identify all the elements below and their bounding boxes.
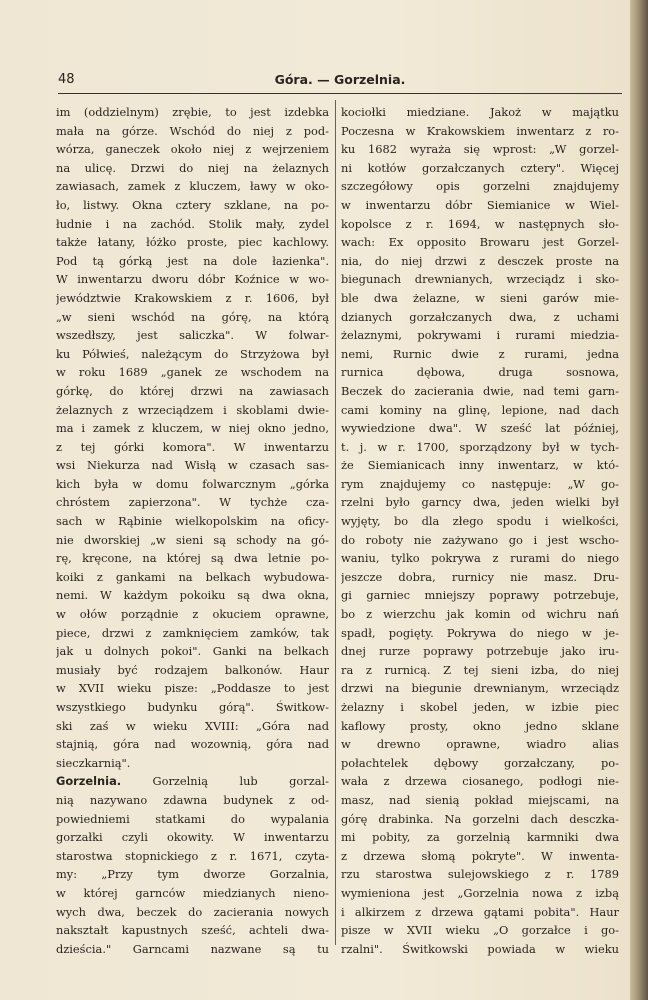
text-line: kopolsce z r. 1694, w następnych sło-	[341, 216, 619, 231]
text-line: wych dwa, beczek do zacierania nowych	[56, 904, 329, 919]
text-line: cami kominy na glinę, lepione, nad dach	[341, 402, 619, 417]
entry-heading: Gorzelnia.	[56, 774, 122, 789]
text-line: połachtelek dębowy gorzałczany, po-	[341, 755, 619, 770]
text-line: ra z rurnicą. Z tej sieni izba, do niej	[341, 662, 619, 677]
text-line: ku 1682 wyraża się wprost: „W gorzel-	[341, 142, 619, 157]
text-line: spadł, pogięty. Pokrywa do niego w je-	[341, 625, 619, 640]
text-line: wórza, ganeczek około niej z wejrzeniem	[56, 142, 329, 157]
text-line: rzelni było garncy dwa, jeden wielki był	[341, 495, 619, 510]
text-line: w drewno oprawne, wiadro alias	[341, 737, 619, 752]
text-line: nakształt kapustnych sześć, achteli dwa-	[56, 923, 329, 938]
text-line: żelazny i skobel jeden, w izbie piec	[341, 700, 619, 714]
left-column	[56, 103, 329, 956]
text-line: górkę, do której drzwi na zawiasach	[56, 383, 329, 398]
text-line: wała z drzewa ciosanego, podłogi nie-	[341, 774, 619, 789]
text-line: „w sieni wschód na górę, na którą	[56, 309, 329, 324]
text-line: kich była w domu folwarcznym „górka	[56, 476, 329, 491]
text-line: starostwa stopnickiego z r. 1671, czyta-	[56, 848, 329, 863]
text-line: koiki z gankami na belkach wybudowa-	[56, 569, 329, 584]
text-line: wszedłszy, jest saliczka". W folwar-	[56, 328, 329, 343]
text-line: ma i zamek z kluczem, w niej okno jedno,	[56, 421, 329, 436]
running-title: Góra. — Gorzelnia.	[274, 72, 406, 87]
text-line: szczegółowy opis gorzelni znajdujemy	[341, 179, 619, 194]
text-line: Pod tą górką jest na dole łazienka".	[56, 253, 329, 268]
text-line: powiedniemi statkami do wypalania	[56, 811, 329, 826]
text-line: pisze w XVII wieku „O gorzałce i go-	[341, 923, 619, 938]
text-line: dzieścia." Garncami nazwane są tu	[56, 941, 329, 956]
text-line: żelaznych z wrzeciądzem i skoblami dwie-	[56, 402, 329, 417]
text-line: kociołki miedziane. Jakoż w majątku	[341, 105, 619, 119]
text-line: jeszcze dobra, rurnicy nie masz. Dru-	[341, 569, 619, 584]
text-line: bo z wierzchu jak komin od wichru nań	[341, 607, 619, 622]
text-line: w roku 1689 „ganek ze wschodem na	[56, 365, 329, 380]
text-line: w inwentarzu dóbr Siemianice w Wiel-	[341, 197, 619, 212]
text-line: piece, drzwi z zamknięciem zamków, tak	[56, 625, 329, 640]
text-line: z tej górki komora". W inwentarzu	[56, 439, 329, 454]
text-line: Beczek do zacierania dwie, nad temi garn-	[341, 383, 619, 398]
text-line: wymieniona jest „Gorzelnia nowa z izbą	[341, 885, 619, 900]
text-line: wach: Ex opposito Browaru jest Gorzel-	[341, 235, 619, 250]
text-line: rym znajdujemy co następuje: „W go-	[341, 476, 619, 491]
text-line: dnej rurze poprawy potrzebuje jako iru-	[341, 644, 619, 659]
text-line: biegunach drewnianych, wrzeciądz i sko-	[341, 272, 619, 287]
right-column	[341, 103, 619, 956]
text-line: górę drabinka. Na gorzelni dach desczka-	[341, 811, 619, 826]
text-line: rzu starostwa sulejowskiego z r. 1789	[341, 867, 619, 882]
text-line: rzalni". Świtkowski powiada w wieku	[341, 941, 619, 956]
text-line: nemi, Rurnic dwie z rurami, jedna	[341, 346, 619, 361]
text-line: zawiasach, zamek z kluczem, ławy w oko-	[56, 179, 329, 194]
text-line: ni kotłów gorzałczanych cztery". Więcej	[341, 160, 619, 175]
text-line: W inwentarzu dworu dóbr Koźnice w wo-	[56, 272, 329, 287]
column-divider	[335, 100, 336, 945]
text-line: na ulicę. Drzwi do niej na żelaznych	[56, 160, 329, 175]
text-line: w ołów porządnie z okuciem oprawne,	[56, 607, 329, 622]
text-line: masz, nad sienią pokład miejscami, na	[341, 792, 619, 807]
text-line: że Siemianicach inny inwentarz, w któ-	[341, 458, 619, 473]
text-line: Poczesna w Krakowskiem inwentarz z ro-	[341, 123, 619, 138]
text-line: im (oddzielnym) zrębie, to jest izdebka	[56, 105, 329, 119]
text-line: jewództwie Krakowskiem z r. 1606, był	[56, 290, 329, 305]
text-line: mała na górze. Wschód do niej z pod-	[56, 123, 329, 138]
text-line: ski zaś w wieku XVIII: „Góra nad	[56, 718, 329, 733]
text-line: do roboty nie zażywano go i jest wscho-	[341, 532, 619, 547]
text-line: rę, kręcone, na której są dwa letnie po-	[56, 551, 329, 566]
entry-first-line	[56, 772, 329, 791]
text-line: żelaznymi, pokrywami i rurami miedzia-	[341, 328, 619, 343]
text-line: wszystkiego budynku górą". Świtkow-	[56, 700, 329, 714]
text-line: rurnica dębowa, druga sosnowa,	[341, 365, 619, 380]
text-line: kaflowy prosty, okno jedno sklane	[341, 718, 619, 733]
page-number: 48	[58, 72, 75, 87]
text-line: z drzewa słomą pokryte". W inwenta-	[341, 848, 619, 863]
text-line: ło, listwy. Okna cztery szklane, na po-	[56, 197, 329, 212]
text-line: i alkirzem z drzewa gątami pobita". Haur	[341, 904, 619, 919]
text-line: także łatany, łóżko proste, piec kachlowy.	[56, 235, 329, 250]
text-line: mi pobity, za gorzelnią karmniki dwa	[341, 830, 619, 845]
text-line: nie dworskiej „w sieni są schody na gó-	[56, 532, 329, 547]
text-line: ble dwa żelazne, w sieni garów mie-	[341, 290, 619, 305]
text-line: ku Półwieś, należącym do Strzyżowa był	[56, 346, 329, 361]
text-line: nia, do niej drzwi z desczek proste na	[341, 253, 619, 268]
text-line: dzianych gorzałczanych dwa, z uchami	[341, 309, 619, 324]
header-rule	[58, 93, 622, 94]
page-header	[58, 72, 622, 90]
text-line: musiały być rodzajem balkonów. Haur	[56, 662, 329, 677]
text-line: sieczkarnią".	[56, 755, 131, 770]
text-line: waniu, tylko pokrywa z rurami do niego	[341, 551, 619, 566]
text-line: w której garnców miedzianych nieno-	[56, 885, 329, 900]
text-line: wsi Niekurza nad Wisłą w czasach sas-	[56, 458, 329, 473]
text-line: stajnią, góra nad wozownią, góra nad	[56, 737, 329, 752]
text-line: chróstem zapierzona". W tychże cza-	[56, 495, 329, 510]
entry-first-line-text: Gorzelnią lub gorzal-	[152, 774, 329, 789]
text-line: gorzałki czyli okowity. W inwentarzu	[56, 830, 329, 845]
text-line: drzwi na biegunie drewnianym, wrzeciądz	[341, 681, 619, 696]
text-line: nemi. W każdym pokoiku są dwa okna,	[56, 588, 329, 603]
page-edge	[630, 0, 648, 1000]
text-line: sach w Rąbinie wielkopolskim na oficy-	[56, 514, 329, 529]
text-line: gi garniec mniejszy poprawy potrzebuje,	[341, 588, 619, 603]
text-line: wywiedzione dwa". W sześć lat później,	[341, 421, 619, 436]
text-line: nią nazywano zdawna budynek z od-	[56, 792, 329, 807]
text-line: łudnie i na zachód. Stolik mały, zydel	[56, 216, 329, 231]
text-line: t. j. w r. 1700, sporządzony był w tych-	[341, 439, 619, 454]
text-line: jak u dolnych pokoi". Ganki na belkach	[56, 644, 329, 659]
text-line: my: „Przy tym dworze Gorzalnia,	[56, 867, 329, 882]
text-line: wyjęty, bo dla złego spodu i wielkości,	[341, 514, 619, 529]
text-line: w XVII wieku pisze: „Poddasze to jest	[56, 681, 329, 696]
